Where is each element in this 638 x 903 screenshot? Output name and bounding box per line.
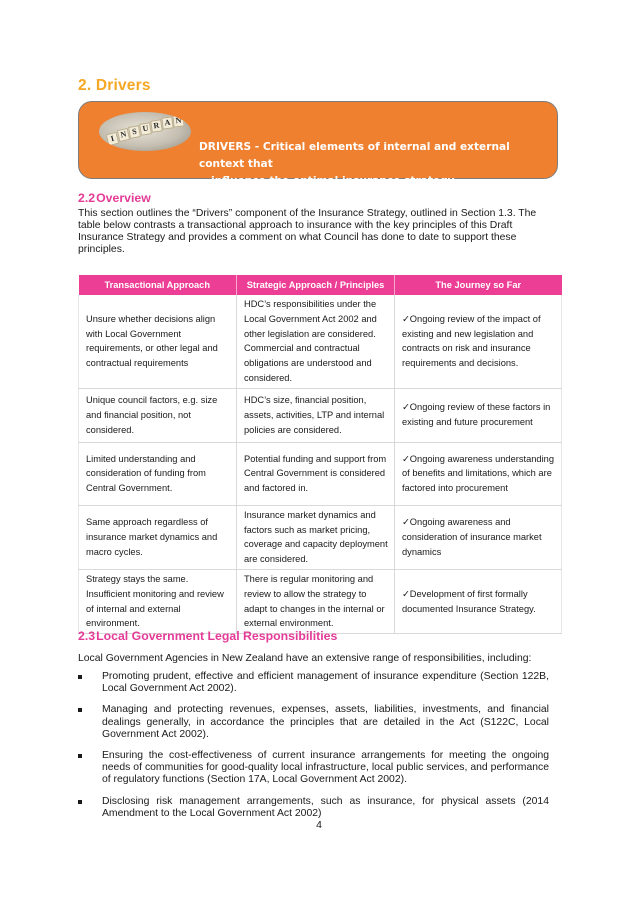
tile-letter: R <box>150 119 163 132</box>
insurance-tiles-image <box>99 112 191 151</box>
overview-paragraph: This section outlines the “Drivers” component of the Insurance Strategy, outlined in Section 1.3. The table below contrasts a transactional approach to insurance with the key principles of this Draft Insurance Strategy and provides a comment on what Council has done to date to support these principles. <box>78 208 537 256</box>
tile-letter: A <box>161 116 173 129</box>
banner-caption <box>199 139 554 190</box>
table-cell: ✓Ongoing awareness and consideration of insurance market dynamics <box>395 505 562 569</box>
legal-number: 2.3 <box>78 629 96 643</box>
list-item <box>78 671 549 695</box>
banner-line-2: influence the optimal insurance strategy <box>211 175 455 187</box>
table-cell: HDC’s responsibilities under the Local Government Act 2002 and other legislation are considered. Commercial and contractual obligations are understood and considered. <box>237 295 395 388</box>
responsibilities-list <box>78 671 549 829</box>
bullet-icon <box>78 708 82 712</box>
table-row <box>79 442 562 505</box>
banner-line-1: DRIVERS - Critical elements of internal and external context that <box>199 141 510 170</box>
table-header-row <box>79 275 562 295</box>
tile-letter: U <box>139 122 152 136</box>
list-item <box>78 796 549 820</box>
table-row <box>79 388 562 442</box>
bullet-icon <box>78 675 82 679</box>
tile-letter: N <box>172 114 184 127</box>
legal-heading <box>78 629 337 643</box>
column-header: Strategic Approach / Principles <box>237 275 395 295</box>
list-item <box>78 750 549 787</box>
overview-number: 2.2 <box>78 191 96 205</box>
table-cell: Same approach regardless of insurance market dynamics and macro cycles. <box>79 505 237 569</box>
legal-title: Local Government Legal Responsibilities <box>96 629 338 643</box>
page-number: 4 <box>316 820 322 831</box>
table-cell: Insurance market dynamics and factors such as market pricing, coverage and capacity deployment are considered. <box>237 505 395 569</box>
list-item-text: Ensuring the cost-effectiveness of current insurance arrangements for meeting the ongoing needs of communities for good-quality local infrastructure, local public services, and performance of regulatory functions (Section 17A, Local Government Act 2002). <box>102 750 549 786</box>
bullet-icon <box>78 754 82 758</box>
column-header: Transactional Approach <box>79 275 237 295</box>
table-row <box>79 295 562 388</box>
overview-title: Overview <box>96 191 151 205</box>
table-cell: Strategy stays the same. Insufficient monitoring and review of internal and external environment. <box>79 569 237 633</box>
list-item-text: Managing and protecting revenues, expenses, assets, liabilities, investments, and financial dealings generally, in accordance the principles that are detailed in the Act (S122C, Local Government Act 2002). <box>102 704 549 740</box>
section-heading: 2. Drivers <box>78 77 151 94</box>
table-cell: ✓Development of first formally documented Insurance Strategy. <box>395 569 562 633</box>
drivers-table <box>78 275 562 634</box>
table-cell: Unique council factors, e.g. size and financial position, not considered. <box>79 388 237 442</box>
tile-letter: N <box>117 128 130 142</box>
table-cell: HDC’s size, financial position, assets, activities, LTP and internal policies are considered. <box>237 388 395 442</box>
tile-letter: I <box>106 132 120 146</box>
table-cell: Potential funding and support from Central Government is considered and factored in. <box>237 442 395 505</box>
overview-heading <box>78 191 151 205</box>
table-cell: There is regular monitoring and review to allow the strategy to adapt to changes in the internal or external environment. <box>237 569 395 633</box>
drivers-banner <box>78 101 558 187</box>
table-cell: Unsure whether decisions align with Local Government requirements, or other legal and contractual requirements <box>79 295 237 388</box>
bullet-icon <box>78 800 82 804</box>
table-cell: ✓Ongoing awareness understanding of benefits and limitations, which are factored into procurement <box>395 442 562 505</box>
table-row <box>79 569 562 633</box>
table-cell: ✓Ongoing review of these factors in existing and future procurement <box>395 388 562 442</box>
legal-intro: Local Government Agencies in New Zealand have an extensive range of responsibilities, including: <box>78 653 532 664</box>
tile-letter: S <box>128 125 141 139</box>
table-cell: Limited understanding and consideration of funding from Central Government. <box>79 442 237 505</box>
list-item-text: Promoting prudent, effective and efficient management of insurance expenditure (Section 122B, Local Government Act 2002). <box>102 671 549 695</box>
list-item-text: Disclosing risk management arrangements, such as insurance, for physical assets (2014 Amendment to the Local Government Act 2002) <box>102 795 549 819</box>
list-item <box>78 704 549 741</box>
column-header: The Journey so Far <box>395 275 562 295</box>
table-cell: ✓Ongoing review of the impact of existing and new legislation and contracts on risk and insurance requirements and decisions. <box>395 295 562 388</box>
table-row <box>79 505 562 569</box>
